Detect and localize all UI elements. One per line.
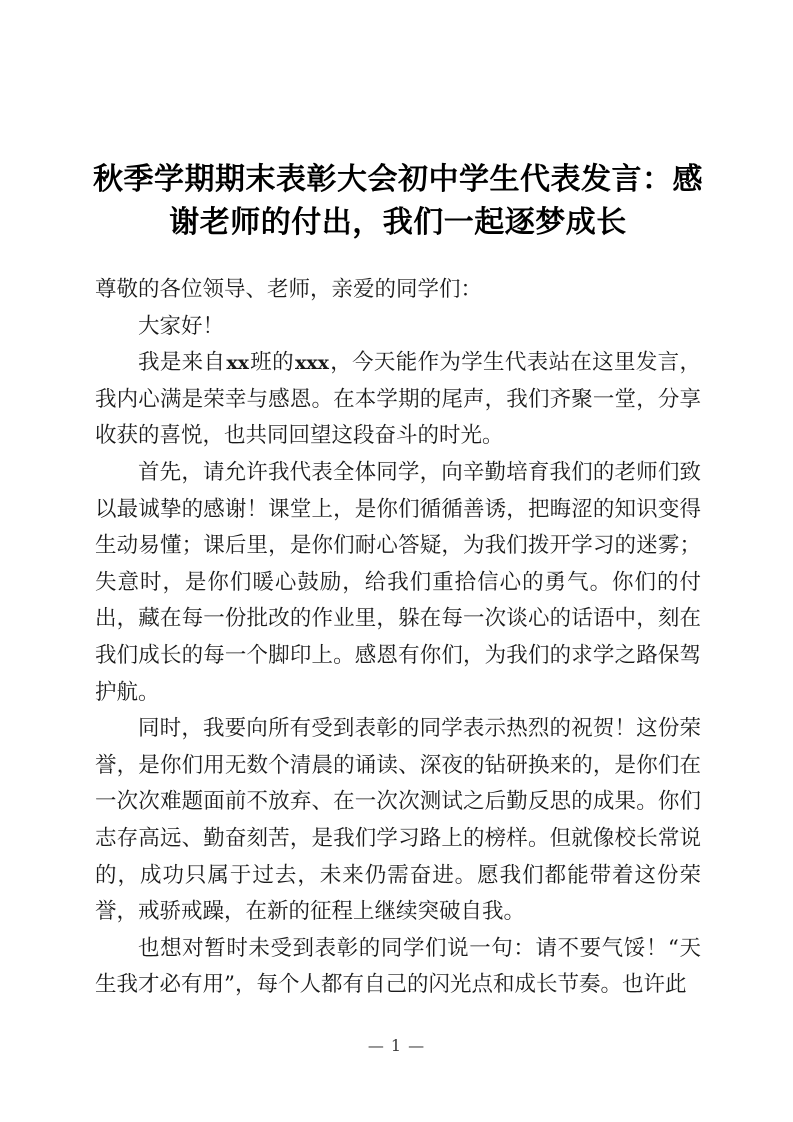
run-text: 班的 bbox=[249, 350, 294, 376]
placeholder-name: xxx bbox=[294, 352, 329, 375]
page-title: 秋季学期期末表彰大会初中学生代表发言：感谢老师的付出，我们一起逐梦成长 bbox=[93, 162, 703, 241]
paragraph-thanks-teachers: 首先，请允许我代表全体同学，向辛勤培育我们的老师们致以最诚挚的感谢！课堂上，是你们循循善诱，把晦涩的知识变得生动易懂；课后里，是你们耐心答疑，为我们拨开学习的迷雾；失意时，是你们暖心鼓励，给我们重拾信心的勇气。你们的付出，藏在每一份批改的作业里，躲在每一次谈心的话语中，刻在我们成长的每一个脚印上。感恩有你们，为我们的求学之路保驾护航。 bbox=[95, 459, 701, 705]
page-number-footer: — 1 — bbox=[367, 1036, 426, 1055]
paragraph-intro bbox=[95, 345, 701, 455]
paragraph-encouragement: 也想对暂时未受到表彰的同学们说一句：请不要气馁！“天生我才必有用”，每个人都有自己的闪光点和成长节奏。也许此 bbox=[95, 935, 701, 998]
run-text: ，今天能作为学生代表站在这里发言，我内心满是荣幸与感恩。在本学期的尾声，我们齐聚一堂，分享收获的喜悦，也共同回望这段奋斗的时光。 bbox=[95, 350, 701, 449]
salutation-line: 尊敬的各位领导、老师，亲爱的同学们： bbox=[95, 277, 483, 302]
placeholder-class: xx bbox=[226, 352, 249, 375]
document-body bbox=[95, 272, 701, 1004]
paragraph-congratulations: 同时，我要向所有受到表彰的同学表示热烈的祝贺！这份荣誉，是你们用无数个清晨的诵读、深夜的钻研换来的，是你们在一次次难题面前不放弃、在一次次测试之后勤反思的成果。你们志存高远、勤奋刻苦，是我们学习路上的榜样。但就像校长常说的，成功只属于过去，未来仍需奋进。愿我们都能带着这份荣誉，戒骄戒躁，在新的征程上继续突破自我。 bbox=[95, 716, 701, 925]
run-text: 我是来自 bbox=[138, 350, 226, 376]
greeting-line: 大家好！ bbox=[138, 313, 225, 339]
